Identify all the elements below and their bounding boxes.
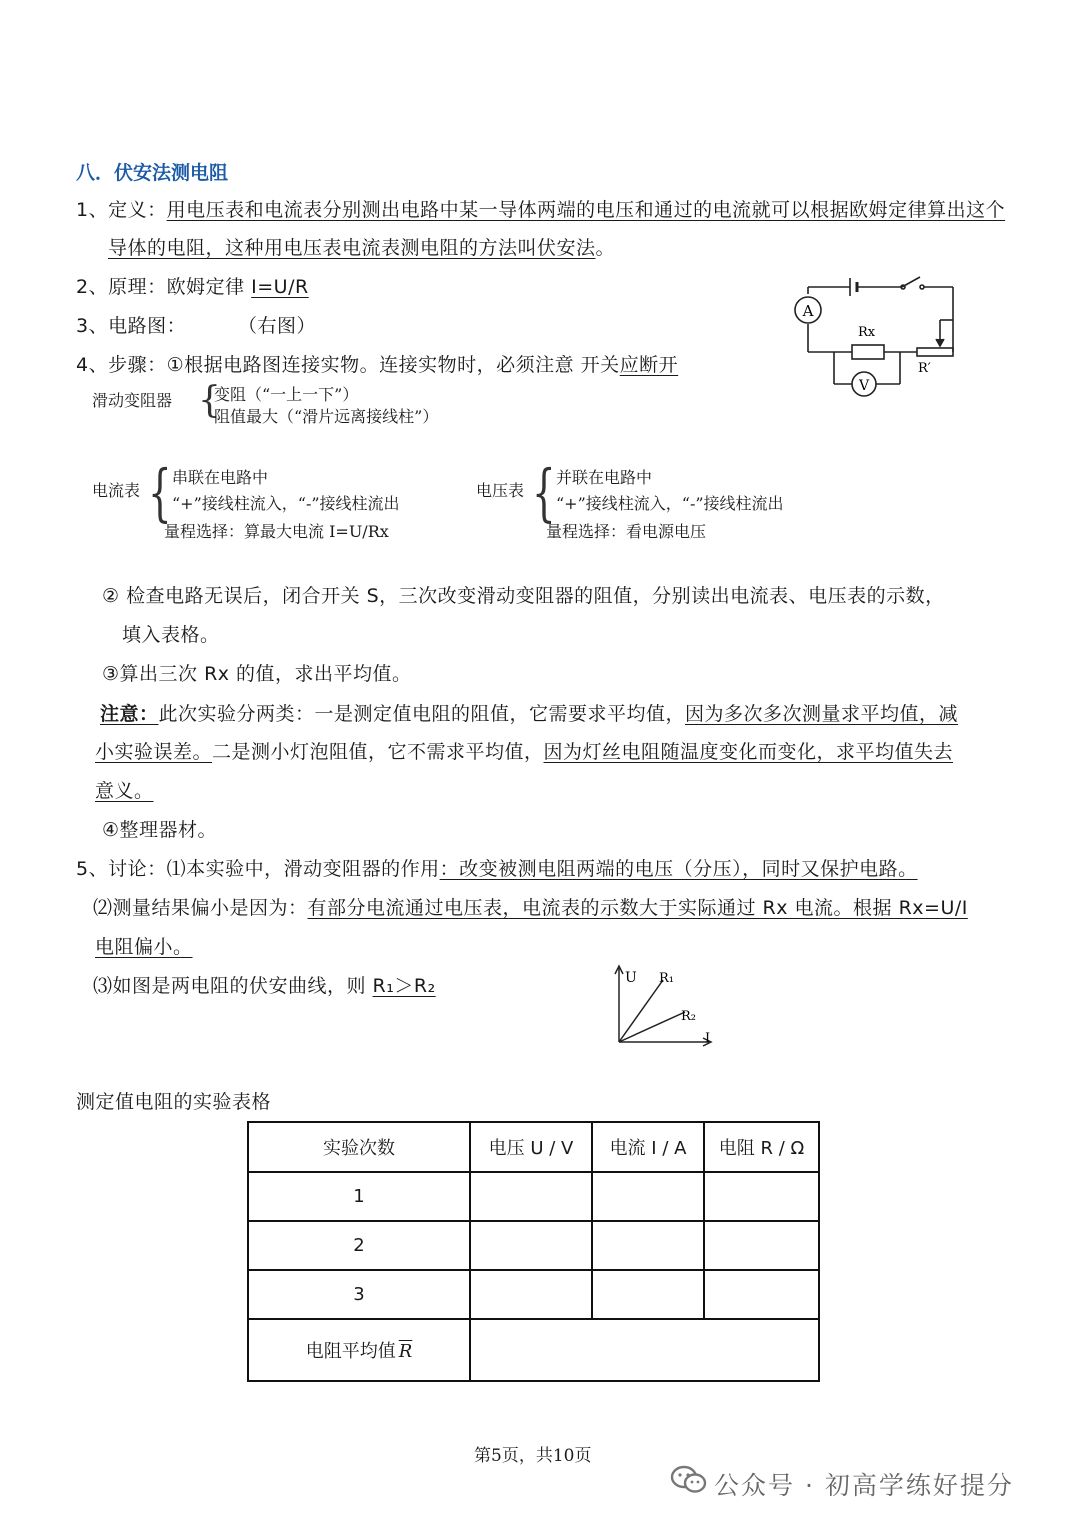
step2-line-2: 填入表格。 [122, 624, 220, 646]
ammeter-item-3: 量程选择：算最大电流 I=U/Rx [164, 522, 389, 541]
average-label: 电阻平均值 [305, 1341, 396, 1362]
definition-number: 1、定义： [76, 199, 167, 221]
voltage-cell [470, 1172, 592, 1221]
circuit-diagram [790, 272, 970, 402]
step4-line: ④整理器材。 [102, 819, 218, 841]
discussion-line-1: 5、讨论：⑴本实验中，滑动变阻器的作用：改变被测电阻两端的电压（分压），同时又保护电路。 [76, 858, 918, 880]
rheostat-brace: { [198, 380, 221, 421]
voltmeter-brace: { [532, 456, 556, 529]
section-heading: 八．伏安法测电阻 [76, 162, 229, 184]
current-cell [592, 1172, 704, 1221]
definition-text-2: 导体的电阻，这种用电压表电流表测电阻的方法叫伏安法 [108, 237, 596, 259]
steps-line: 4、步骤：①根据电路图连接实物。连接实物时，必须注意 开关应断开 [76, 354, 679, 376]
ammeter-label: 电流表 [92, 481, 141, 500]
rx-label: Rx [858, 325, 876, 340]
ohm-formula: I=U/R [251, 276, 309, 298]
definition-line-2: 导体的电阻，这种用电压表电流表测电阻的方法叫伏安法。 [108, 237, 616, 259]
ammeter-brace: { [148, 456, 172, 529]
trial-number: 2 [248, 1221, 470, 1270]
current-cell [592, 1270, 704, 1319]
ammeter-letter: A [802, 302, 814, 320]
r-bar-symbol: $\overline{R}$ [398, 1341, 413, 1362]
step3-line: ③算出三次 Rx 的值，求出平均值。 [102, 663, 412, 685]
voltmeter-item-1: 并联在电路中 [556, 468, 653, 487]
definition-text-1: 用电压表和电流表分别测出电路中某一导体两端的电压和通过的电流就可以根据欧姆定律算出这个 [166, 199, 1006, 221]
average-value-cell [470, 1319, 819, 1381]
note-line-2: 小实验误差。二是测小灯泡阻值，它不需求平均值，因为灯丝电阻随温度变化而变化，求平均值失去 [95, 741, 954, 763]
note-label: 注意： [100, 703, 159, 725]
experiment-table [247, 1121, 820, 1382]
header-resistance: 电阻 R / Ω [704, 1122, 819, 1172]
r2-label: R₂ [681, 1009, 696, 1024]
discussion-line-2: ⑵测量结果偏小是因为：有部分电流通过电压表，电流表的示数大于实际通过 Rx 电流。根据 Rx=U/I [93, 897, 968, 919]
trial-number: 3 [248, 1270, 470, 1319]
rheostat-body [917, 348, 953, 356]
resistance-comparison: R₁＞R₂ [372, 975, 436, 997]
rheostat-item-1: 变阻（“一上一下”） [214, 385, 359, 404]
table-caption: 测定值电阻的实验表格 [76, 1091, 272, 1113]
watermark-text: 公众号 · 初高学练好提分 [714, 1471, 1014, 1500]
table-average-row [248, 1319, 819, 1381]
table-row [248, 1270, 819, 1319]
average-label-cell [248, 1319, 470, 1381]
circuit-note: （右图） [238, 315, 317, 337]
header-current: 电流 I / A [592, 1122, 704, 1172]
voltmeter-item-2: “+”接线柱流入，“-”接线柱流出 [556, 494, 784, 513]
iv-graph [605, 962, 720, 1047]
current-cell [592, 1221, 704, 1270]
resistance-cell [704, 1221, 819, 1270]
ammeter-item-2: “+”接线柱流入，“-”接线柱流出 [172, 494, 400, 513]
wechat-icon [670, 1464, 708, 1496]
voltmeter-label: 电压表 [476, 481, 525, 500]
resistance-cell [704, 1172, 819, 1221]
header-trial: 实验次数 [248, 1122, 470, 1172]
discussion-line-3: 电阻偏小。 [95, 936, 193, 958]
circuit-label: 3、电路图： [76, 315, 187, 337]
voltage-cell [470, 1221, 592, 1270]
page-footer: 第5页，共10页 [474, 1446, 592, 1466]
step2-line-1: ② 检查电路无误后，闭合开关 S，三次改变滑动变阻器的阻值，分别读出电流表、电压表的示数， [102, 585, 945, 607]
header-voltage: 电压 U / V [470, 1122, 592, 1172]
definition-line-1 [76, 198, 1005, 222]
y-axis-label: U [625, 970, 637, 986]
table-row [248, 1172, 819, 1221]
rheostat-item-2: 阻值最大（“滑片远离接线柱”） [214, 407, 439, 426]
table-header-row [248, 1122, 819, 1172]
table-row [248, 1221, 819, 1270]
note-line-3: 意义。 [95, 780, 154, 802]
rheostat-label: 滑动变阻器 [92, 391, 173, 410]
rx-resistor [852, 345, 884, 359]
resistance-cell [704, 1270, 819, 1319]
rheostat-label: R′ [918, 361, 931, 376]
trial-number: 1 [248, 1172, 470, 1221]
voltmeter-letter: V [858, 378, 870, 394]
discussion-line-4: ⑶如图是两电阻的伏安曲线，则 R₁＞R₂ [93, 975, 436, 997]
r1-label: R₁ [659, 971, 674, 986]
voltage-cell [470, 1270, 592, 1319]
x-axis-label: I [705, 1031, 711, 1046]
ammeter-item-1: 串联在电路中 [172, 468, 269, 487]
note-line-1: 注意：此次实验分两类：一是测定值电阻的阻值，它需要求平均值，因为多次多次测量求平均值，减 [100, 703, 959, 725]
voltmeter-item-3: 量程选择：看电源电压 [546, 522, 707, 541]
principle-line: 2、原理：欧姆定律 I=U/R [76, 276, 309, 298]
